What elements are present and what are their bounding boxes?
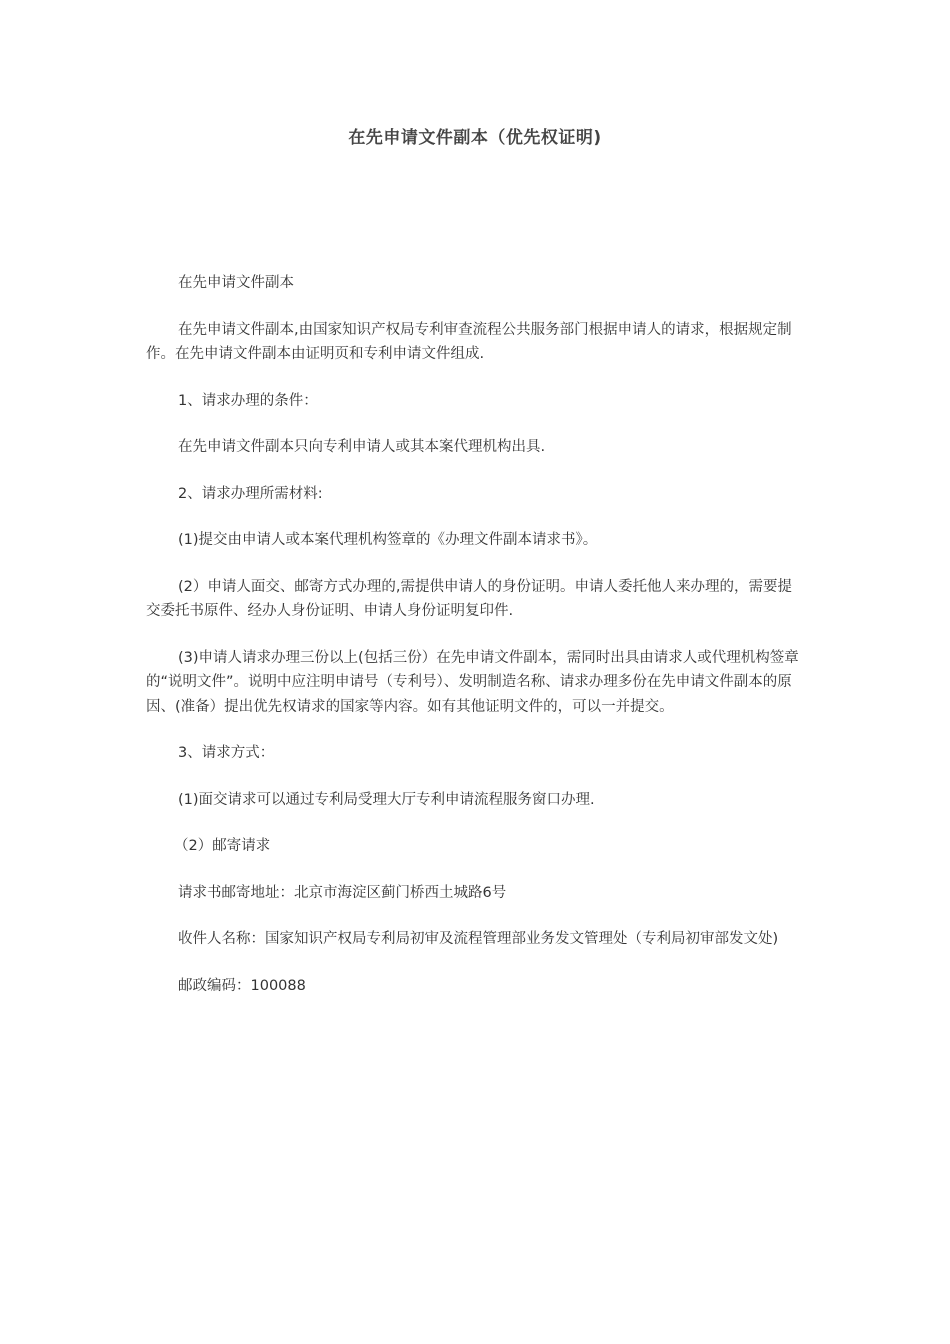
paragraph-section-1-heading: 1、请求办理的条件： xyxy=(178,392,318,409)
paragraph-section-2-item-1: (1)提交由申请人或本案代理机构签章的《办理文件副本请求书》。 xyxy=(178,532,598,548)
paragraph-intro: 在先申请文件副本,由国家知识产权局专利审查流程公共服务部门根据申请人的请求，根据规定制作。在先申请文件副本由证明页和专利申请文件组成. xyxy=(146,321,792,362)
paragraph-section-2-heading: 2、请求办理所需材料: xyxy=(178,485,323,502)
paragraph-section-3-item-1: (1)面交请求可以通过专利局受理大厅专利申请流程服务窗口办理. xyxy=(178,791,595,808)
paragraph-heading: 在先申请文件副本 xyxy=(178,275,294,291)
paragraph-section-3-heading: 3、请求方式： xyxy=(178,745,275,761)
paragraph-section-1-text: 在先申请文件副本只向专利申请人或其本案代理机构出具. xyxy=(178,439,546,455)
paragraph-postal-code: 邮政编码：100088 xyxy=(178,977,306,994)
paragraph-recipient: 收件人名称：国家知识产权局专利局初审及流程管理部业务发文管理处（专利局初审部发文处) xyxy=(178,931,779,947)
paragraph-section-3-item-2: （2）邮寄请求 xyxy=(174,838,271,854)
paragraph-section-2-item-2: (2）申请人面交、邮寄方式办理的,需提供申请人的身份证明。申请人委托他人来办理的，需要提交委托书原件、经办人身份证明、申请人身份证明复印件. xyxy=(146,578,792,619)
document-title: 在先申请文件副本（优先权证明) xyxy=(348,128,602,148)
paragraph-section-2-item-3: (3)申请人请求办理三份以上(包括三份）在先申请文件副本，需同时出具由请求人或代理机构签章的“说明文件”。说明中应注明申请号（专利号）、发明制造名称、请求办理多份在先申请文件副本的原因、(准备）提出优先权请求的国家等内容。如有其他证明文件的，可以一并提交。 xyxy=(146,649,799,715)
paragraph-mail-address: 请求书邮寄地址：北京市海淀区蓟门桥西土城路6号 xyxy=(178,884,507,901)
document-body xyxy=(146,271,806,1020)
